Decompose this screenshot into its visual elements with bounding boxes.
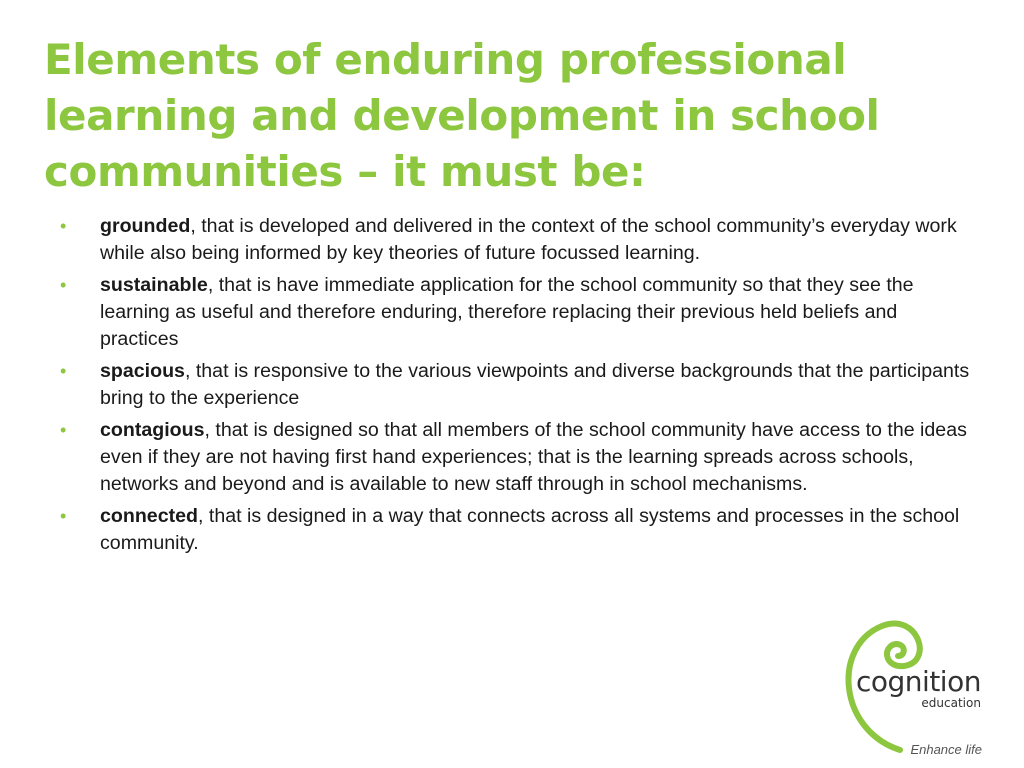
- cognition-logo: [856, 665, 981, 710]
- bullet-item-contagious: [60, 417, 975, 498]
- logo-tagline: Enhance life: [910, 742, 982, 757]
- logo-wordmark: cognition: [856, 665, 981, 698]
- bullet-text: , that is designed so that all members of the school community have access to the ideas even if they are not having first hand experiences; that is the learning spreads across schools, networks and beyond and is available to new staff through in school mechanisms.: [100, 419, 967, 495]
- bullet-text: , that is designed in a way that connects across all systems and processes in the school community.: [100, 505, 960, 554]
- slide-title: Elements of enduring professional learning and development in school communities – it must be:: [44, 35, 880, 196]
- bullet-text: , that is developed and delivered in the context of the school community’s everyday work while also being informed by key theories of future focussed learning.: [100, 215, 957, 264]
- bullet-item-sustainable: [60, 272, 975, 353]
- bullet-icon: •: [60, 275, 67, 295]
- bullet-text: , that is have immediate application for the school community so that they see the learning as useful and therefore enduring, therefore replacing their previous held beliefs and practices: [100, 274, 914, 350]
- bullet-icon: •: [60, 361, 67, 381]
- bullet-term: sustainable: [100, 274, 208, 296]
- bullet-term: grounded: [100, 215, 191, 237]
- bullet-term: contagious: [100, 419, 205, 441]
- bullet-item-spacious: [60, 358, 975, 412]
- bullet-text: , that is responsive to the various viewpoints and diverse backgrounds that the participants bring to the experience: [100, 360, 970, 409]
- bullet-term: spacious: [100, 360, 185, 382]
- logo-subtitle: education: [921, 696, 981, 710]
- bullet-item-grounded: [60, 213, 975, 267]
- bullet-icon: •: [60, 216, 67, 236]
- bullet-icon: •: [60, 420, 67, 440]
- bullet-list: [60, 213, 975, 562]
- bullet-icon: •: [60, 506, 67, 526]
- bullet-term: connected: [100, 505, 198, 527]
- bullet-item-connected: [60, 503, 975, 557]
